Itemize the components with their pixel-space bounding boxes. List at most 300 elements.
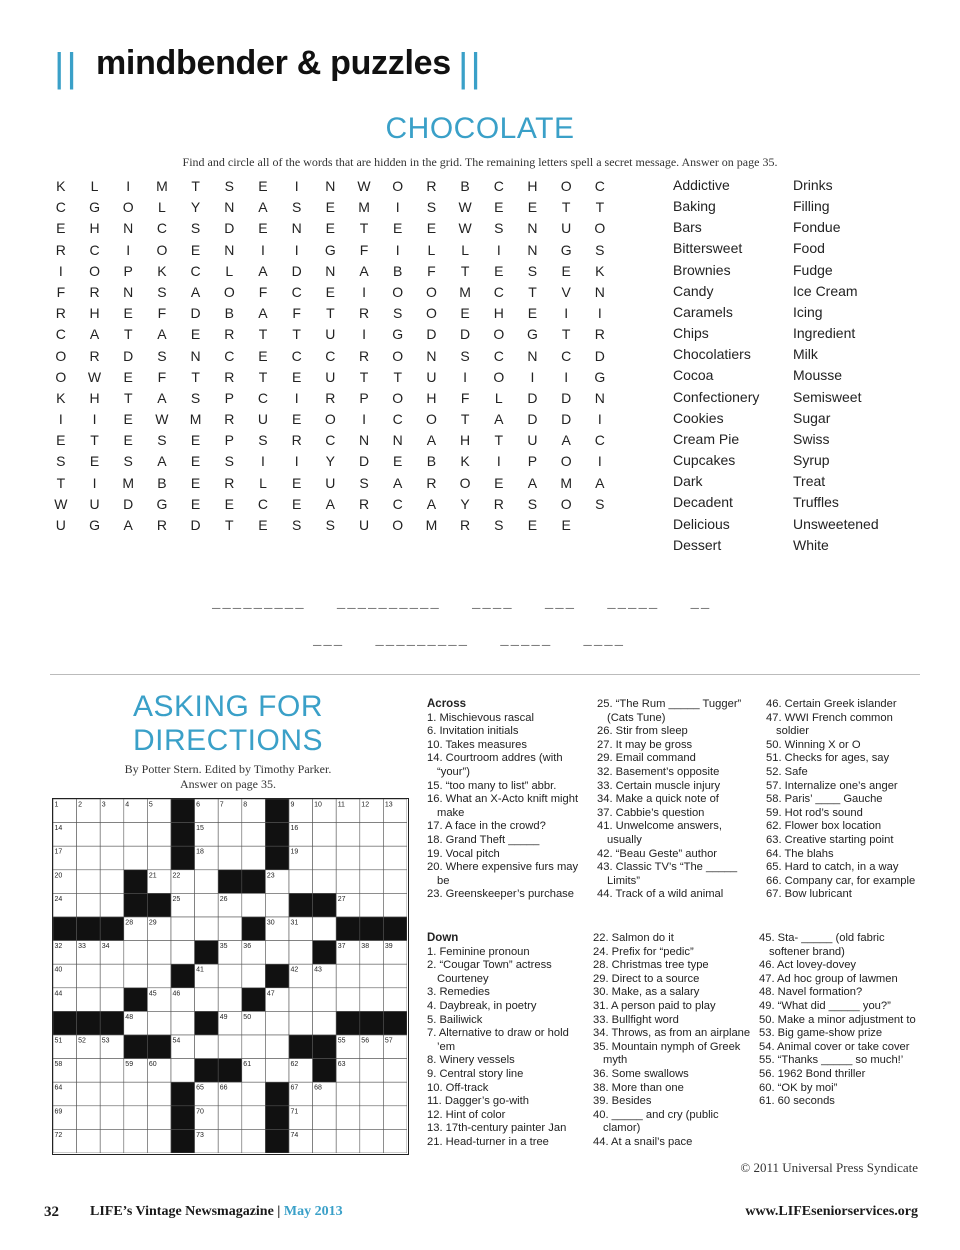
wordsearch-letter: H <box>89 389 100 406</box>
crossword-cell <box>124 941 148 965</box>
wordsearch-letter: D <box>190 517 201 533</box>
wordsearch-letter: P <box>527 453 538 470</box>
wordsearch-letter: L <box>494 389 503 406</box>
down-clue: 48. Navel formation? <box>759 986 863 999</box>
across-clue: 19. Vocal pitch <box>427 847 500 860</box>
crossword-cell-number: 23 <box>266 872 275 880</box>
across-clue: 18. Grand Theft _____ <box>427 833 540 846</box>
wordsearch-letter: A <box>426 495 437 512</box>
crossword-black-square <box>360 1011 384 1035</box>
wordsearch-letter: D <box>123 495 134 512</box>
wordsearch-letter: A <box>393 474 403 491</box>
crossword-cell <box>124 1106 148 1130</box>
crossword-cell-number: 5 <box>148 801 153 809</box>
crossword-cell <box>336 870 360 894</box>
crossword-black-square <box>171 846 195 870</box>
wordsearch-letter: E <box>258 178 268 194</box>
wordsearch-letter: D <box>527 411 538 428</box>
wordsearch-letter: B <box>224 305 234 322</box>
wordsearch-letter: E <box>460 305 470 322</box>
crossword-black-square <box>265 799 289 823</box>
word-list-item: Cookies <box>673 409 724 426</box>
across-clue: 25. “The Rum _____ Tugger” (Cats Tune) <box>597 698 745 724</box>
crossword-cell-number: 70 <box>196 1108 204 1116</box>
crossword-cell-number: 68 <box>314 1084 322 1092</box>
word-list-item: Swiss <box>793 430 830 447</box>
wordsearch-letter: C <box>55 326 66 343</box>
crossword-cell <box>242 1106 266 1130</box>
wordsearch-letter: F <box>258 283 268 300</box>
down-clue: 36. Some swallows <box>593 1067 689 1080</box>
crossword-black-square <box>289 893 313 917</box>
crossword-cell-number: 30 <box>266 919 275 927</box>
wordsearch-letter: N <box>190 347 201 364</box>
down-clue: 22. Salmon do it <box>593 932 674 944</box>
crossword-cell <box>100 823 124 847</box>
crossword-cell <box>195 1035 219 1059</box>
across-clue: 17. A face in the crowd? <box>427 820 546 833</box>
crossword-cell <box>218 1106 242 1130</box>
crossword-cell <box>383 823 407 847</box>
crossword-black-square <box>242 870 266 894</box>
wordsearch-letter: O <box>425 283 437 300</box>
byline-text: By Potter Stern. Edited by Timothy Parker. <box>124 762 332 776</box>
crossword-cell-number: 6 <box>196 801 201 809</box>
wordsearch-letter: G <box>156 495 168 512</box>
across-clue: 58. Paris’ ____ Gauche <box>766 793 883 806</box>
wordsearch-letter: T <box>90 432 99 449</box>
down-clue: 28. Christmas tree type <box>593 959 709 972</box>
across-clue: 65. Hard to catch, in a way <box>766 861 899 874</box>
crossword-cell-number: 2 <box>78 801 83 809</box>
crossword-cell <box>147 846 171 870</box>
wordsearch-letter: S <box>291 199 302 216</box>
wordsearch-letter: O <box>560 178 572 194</box>
crossword-black-square <box>171 1129 195 1153</box>
crossword-cell-number: 60 <box>148 1061 157 1069</box>
wordsearch-letter: S <box>393 305 403 322</box>
crossword-cell <box>383 1082 407 1106</box>
crossword-cell-number: 19 <box>290 848 299 856</box>
wordsearch-letter: P <box>224 389 234 406</box>
wordsearch-letter: E <box>291 411 302 428</box>
wordsearch-letter: H <box>493 305 504 322</box>
crossword-black-square <box>289 1035 313 1059</box>
copyright: © 2011 Universal Press Syndicate <box>740 1160 918 1175</box>
wordsearch-letter: S <box>190 220 201 237</box>
crossword-cell <box>336 823 360 847</box>
across-clue: 16. What an X-Acto knift might make <box>427 793 582 819</box>
crossword-cell-number: 69 <box>54 1108 63 1116</box>
issue-date: May 2013 <box>283 1204 343 1219</box>
wordsearch-letter: C <box>561 347 572 364</box>
word-list-item: Chocolatiers <box>673 346 751 363</box>
across-clue: 37. Cabbie’s question <box>597 806 705 819</box>
wordsearch-letter: S <box>224 453 234 470</box>
wordsearch-letter: W <box>155 411 169 428</box>
wordsearch-letter: I <box>564 368 569 385</box>
crossword-black-square <box>171 799 195 823</box>
answer-note: Answer on page 35. <box>180 777 276 791</box>
wordsearch-letter: E <box>190 326 201 343</box>
wordsearch-letter: S <box>595 241 605 258</box>
wordsearch-letter: N <box>325 262 336 279</box>
wordsearch-letter: K <box>56 389 66 406</box>
crossword-black-square <box>124 870 148 894</box>
crossword-cell <box>383 1129 407 1153</box>
wordsearch-letter: I <box>496 241 501 258</box>
crossword-cell-number: 71 <box>290 1108 299 1116</box>
crossword-cell-number: 73 <box>196 1131 204 1139</box>
wordsearch-letter: K <box>460 453 470 470</box>
wordsearch-letter: U <box>527 432 538 449</box>
crossword-cell-number: 50 <box>243 1013 252 1021</box>
word-list-item: Drinks <box>793 177 833 193</box>
crossword-cell <box>242 1129 266 1153</box>
crossword-cell-number: 16 <box>290 825 299 833</box>
wordsearch-letter: F <box>157 368 167 385</box>
crossword-cell-number: 58 <box>54 1061 63 1069</box>
crossword-grid-svg <box>53 799 407 1153</box>
down-clue: 47. Ad hoc group of lawmen <box>759 972 898 985</box>
wordsearch-letter: C <box>392 495 403 512</box>
wordsearch-letter: I <box>294 178 299 194</box>
wordsearch-letter: R <box>426 474 437 491</box>
wordsearch-letter: C <box>594 432 605 449</box>
crossword-black-square <box>147 1035 171 1059</box>
wordsearch-letter: R <box>291 432 302 449</box>
crossword-cell <box>100 988 124 1012</box>
wordsearch-letter: E <box>258 347 268 364</box>
crossword-black-square <box>313 1059 337 1083</box>
wordsearch-letter: E <box>561 517 571 533</box>
crossword-black-square <box>265 1129 289 1153</box>
wordsearch-letter: S <box>595 495 605 512</box>
wordsearch-letter: M <box>560 474 572 491</box>
wordsearch-letter: G <box>324 241 336 258</box>
wordsearch-letter: T <box>123 389 133 406</box>
down-clue: 44. At a snail’s pace <box>593 1135 693 1148</box>
wordsearch-letter: T <box>561 199 571 216</box>
across-clue: 20. Where expensive furs may be <box>427 861 582 887</box>
section-title: mindbender & puzzles <box>96 44 451 82</box>
down-clue: 46. Act lovey-dovey <box>759 959 857 972</box>
wordsearch-letter: O <box>392 517 404 533</box>
wordsearch-letter: C <box>224 347 235 364</box>
wordsearch-letter: I <box>92 474 97 491</box>
crossword-cell-number: 18 <box>196 848 204 856</box>
crossword-cell <box>265 1059 289 1083</box>
crossword-cell <box>195 988 219 1012</box>
wordsearch-letter: O <box>324 411 336 428</box>
crossword-black-square <box>171 1082 195 1106</box>
crossword-cell <box>242 846 266 870</box>
crossword-cell <box>360 823 384 847</box>
crossword-black-square <box>124 893 148 917</box>
crossword-cell <box>171 917 195 941</box>
crossword-black-square <box>124 1035 148 1059</box>
header-bars-right: || <box>458 46 483 90</box>
wordsearch-letter: N <box>594 283 605 300</box>
wordsearch-letter: D <box>594 347 605 364</box>
down-clue: 5. Bailiwick <box>427 1013 483 1026</box>
crossword-cell <box>195 893 219 917</box>
wordsearch-letter: O <box>392 283 404 300</box>
wordsearch-letter: S <box>190 389 201 406</box>
website-url[interactable]: www.LIFEseniorservices.org <box>745 1204 918 1219</box>
crossword-cell-number: 51 <box>54 1037 63 1045</box>
crossword-cell <box>336 1129 360 1153</box>
wordsearch-letter: E <box>393 453 403 470</box>
crossword-cell <box>100 870 124 894</box>
wordsearch-letter: R <box>89 283 100 300</box>
wordsearch-letter: G <box>89 199 100 216</box>
wordsearch-letter: O <box>392 178 404 194</box>
wordsearch-letter: R <box>224 411 235 428</box>
crossword-cell <box>147 941 171 965</box>
crossword-cell <box>336 988 360 1012</box>
crossword-cell <box>265 1011 289 1035</box>
across-clue: 15. “too many to list” abbr. <box>427 779 557 792</box>
crossword-cell <box>100 1082 124 1106</box>
wordsearch-letter: U <box>426 368 437 385</box>
across-clue: 43. Classic TV’s “The _____ Limits” <box>597 861 741 887</box>
wordsearch-letter: R <box>224 368 235 385</box>
wordsearch-letter: R <box>358 495 370 512</box>
wordsearch-letter: B <box>460 178 470 194</box>
wordsearch-letter: F <box>460 389 470 406</box>
crossword-black-square <box>242 988 266 1012</box>
crossword-cell-number: 9 <box>290 801 295 809</box>
wordsearch-letter: F <box>359 241 369 258</box>
crossword-cell-number: 33 <box>78 943 86 951</box>
wordsearch-letter: E <box>258 220 268 237</box>
wordsearch-letter: O <box>493 368 505 385</box>
wordsearch-letter: T <box>326 305 335 322</box>
crossword-cell <box>218 1035 242 1059</box>
wordsearch-letter: I <box>294 453 299 470</box>
wordsearch-letter: I <box>126 178 131 194</box>
wordsearch-letter: I <box>362 411 366 428</box>
crossword-cell <box>313 846 337 870</box>
wordsearch-letter: E <box>258 517 268 533</box>
wordsearch-letter: E <box>190 453 201 470</box>
wordsearch-letter: U <box>561 220 572 237</box>
wordsearch-letter: D <box>460 326 471 343</box>
wordsearch-letter: T <box>292 326 301 343</box>
wordsearch-letter: I <box>564 305 569 322</box>
wordsearch-letter: B <box>426 453 437 470</box>
crossword-cell-number: 39 <box>384 943 393 951</box>
across-clue: 59. Hot rod’s sound <box>766 806 863 819</box>
crossword-black-square <box>53 1011 77 1035</box>
wordsearch-letter: Y <box>325 453 336 470</box>
across-clues-col-2 <box>597 698 755 902</box>
wordsearch-letter: E <box>291 495 302 512</box>
wordsearch-letter: E <box>561 262 571 279</box>
crossword-cell <box>313 823 337 847</box>
down-clues-col-3 <box>759 932 919 1109</box>
crossword-black-square <box>100 917 124 941</box>
crossword-cell <box>383 1106 407 1130</box>
wordsearch-letter: N <box>291 220 302 237</box>
wordsearch-letter: P <box>359 389 369 406</box>
wordsearch-letter: E <box>325 220 336 237</box>
wordsearch-letter: E <box>190 495 201 512</box>
crossword-cell <box>77 1082 101 1106</box>
crossword-cell <box>100 1129 124 1153</box>
wordsearch-letter: T <box>494 432 504 449</box>
across-clues-col-3 <box>766 698 924 902</box>
wordsearch-letter: I <box>261 453 265 470</box>
down-clue: 54. Animal cover or take cover <box>759 1040 910 1053</box>
wordsearch-letter: G <box>527 326 538 343</box>
crossword-black-square <box>313 1035 337 1059</box>
wordsearch-letter: L <box>90 178 99 194</box>
wordsearch-letter: D <box>224 220 235 237</box>
wordsearch-letter: S <box>291 517 302 533</box>
crossword-cell-number: 34 <box>101 943 110 951</box>
wordsearch-letter: E <box>426 220 437 237</box>
word-list-item: Delicious <box>673 515 730 532</box>
down-clues-col-2 <box>593 932 753 1150</box>
crossword-cell <box>313 917 337 941</box>
across-clues-col-1 <box>427 698 585 902</box>
section-divider <box>50 674 920 675</box>
word-list-item: Mousse <box>793 367 843 384</box>
crossword-black-square <box>313 941 337 965</box>
wordsearch-letter: C <box>392 411 403 428</box>
down-clue: 55. “Thanks _____ so much!’ <box>759 1054 904 1067</box>
wordsearch-letter: R <box>460 517 471 533</box>
crossword-cell <box>313 988 337 1012</box>
answer-blanks-line-1: _________ __________ ____ ___ _____ __ <box>212 596 712 612</box>
crossword-cell-number: 26 <box>219 895 228 903</box>
wordsearch-letter: N <box>527 220 538 237</box>
crossword-cell <box>313 1011 337 1035</box>
crossword-cell-number: 17 <box>54 848 63 856</box>
word-list-item: Milk <box>793 346 818 363</box>
crossword-cell <box>77 870 101 894</box>
down-clue: 9. Central story line <box>427 1067 524 1080</box>
crossword-cell <box>100 964 124 988</box>
wordsearch-letter: R <box>594 326 605 343</box>
wordsearch-letter: C <box>325 432 336 449</box>
down-clue: 2. “Cougar Town” actress Courteney <box>427 959 555 985</box>
wordsearch-letter: O <box>425 411 437 428</box>
word-list-item: White <box>793 536 829 553</box>
across-clue: 33. Certain muscle injury <box>597 779 721 792</box>
wordsearch-letter: W <box>458 199 472 216</box>
crossword-cell <box>100 846 124 870</box>
wordsearch-letter: D <box>123 347 134 364</box>
wordsearch-letter: H <box>89 220 100 237</box>
wordsearch-letter: C <box>291 347 302 364</box>
crossword-cell <box>242 1035 266 1059</box>
wordsearch-letter: M <box>122 474 135 491</box>
crossword-cell <box>77 893 101 917</box>
wordsearch-letter: N <box>224 199 235 216</box>
wordsearch-letter: M <box>156 178 168 194</box>
across-clue: 23. Greenskeeper’s purchase <box>427 888 574 901</box>
crossword-black-square <box>218 870 242 894</box>
wordsearch-letter: R <box>426 178 437 194</box>
wordsearch-letter: F <box>427 262 436 279</box>
across-clue: 1. Mischievous rascal <box>427 711 534 724</box>
down-clue: 30. Make, as a salary <box>593 986 700 999</box>
word-list-column-2 <box>793 175 879 556</box>
crossword-cell <box>147 964 171 988</box>
crossword-cell-number: 38 <box>361 943 370 951</box>
across-clue: 63. Creative starting point <box>766 833 894 846</box>
wordsearch-letter: S <box>157 347 167 364</box>
wordsearch-letter: E <box>291 368 302 385</box>
wordsearch-letter: S <box>426 199 437 216</box>
wordsearch-letter: C <box>257 389 269 406</box>
crossword-cell-number: 52 <box>78 1037 86 1045</box>
crossword-cell <box>360 846 384 870</box>
wordsearch-letter: E <box>123 368 133 385</box>
crossword-cell <box>265 941 289 965</box>
wordsearch-letter: E <box>325 283 336 300</box>
wordsearch-letter: B <box>393 262 403 279</box>
down-clue: 45. Sta- _____ (old fabric softener brand) <box>759 932 888 958</box>
crossword-black-square <box>265 1082 289 1106</box>
across-clue: 32. Basement’s opposite <box>597 765 720 778</box>
wordsearch-letter: D <box>190 305 201 322</box>
word-list-item: Cream Pie <box>673 430 740 447</box>
wordsearch-letter: E <box>123 305 133 322</box>
wordsearch-letter: G <box>89 517 100 533</box>
crossword-cell-number: 12 <box>361 801 370 809</box>
wordsearch-letter: R <box>224 326 235 343</box>
wordsearch-letter: R <box>325 389 336 406</box>
crossword-cell-number: 48 <box>125 1013 134 1021</box>
crossword-cell <box>218 964 242 988</box>
crossword-cell-number: 64 <box>54 1084 63 1092</box>
wordsearch-letter: R <box>89 347 100 364</box>
wordsearch-letter: A <box>561 432 571 449</box>
wordsearch-letter: E <box>527 199 538 216</box>
word-list-item: Syrup <box>793 452 830 469</box>
wordsearch-letter: I <box>362 326 366 343</box>
wordsearch-letter: E <box>494 199 504 216</box>
crossword-cell <box>147 823 171 847</box>
crossword-cell-number: 8 <box>243 801 248 809</box>
wordsearch-letter: D <box>358 453 370 470</box>
wordsearch-letter: Y <box>190 199 201 216</box>
wordsearch-letter: A <box>325 495 336 512</box>
crossword-black-square <box>265 846 289 870</box>
wordsearch-letter: O <box>560 453 572 470</box>
wordsearch-letter: G <box>560 241 572 258</box>
wordsearch-letter: I <box>294 389 299 406</box>
word-list-item: Chips <box>673 325 709 342</box>
crossword-cell <box>336 1082 360 1106</box>
wordsearch-letter: U <box>358 517 370 533</box>
across-clue: 62. Flower box location <box>766 820 882 833</box>
wordsearch-letter: A <box>359 262 369 279</box>
magazine-name <box>90 1204 343 1220</box>
wordsearch-letter: S <box>56 453 66 470</box>
word-list-item: Bittersweet <box>673 240 743 257</box>
wordsearch-letter: I <box>395 199 400 216</box>
word-list-item: Fudge <box>793 261 833 278</box>
crossword-cell <box>289 988 313 1012</box>
wordsearch-letter: H <box>460 432 471 449</box>
wordsearch-letter: M <box>459 283 471 300</box>
crossword-cell <box>313 1129 337 1153</box>
